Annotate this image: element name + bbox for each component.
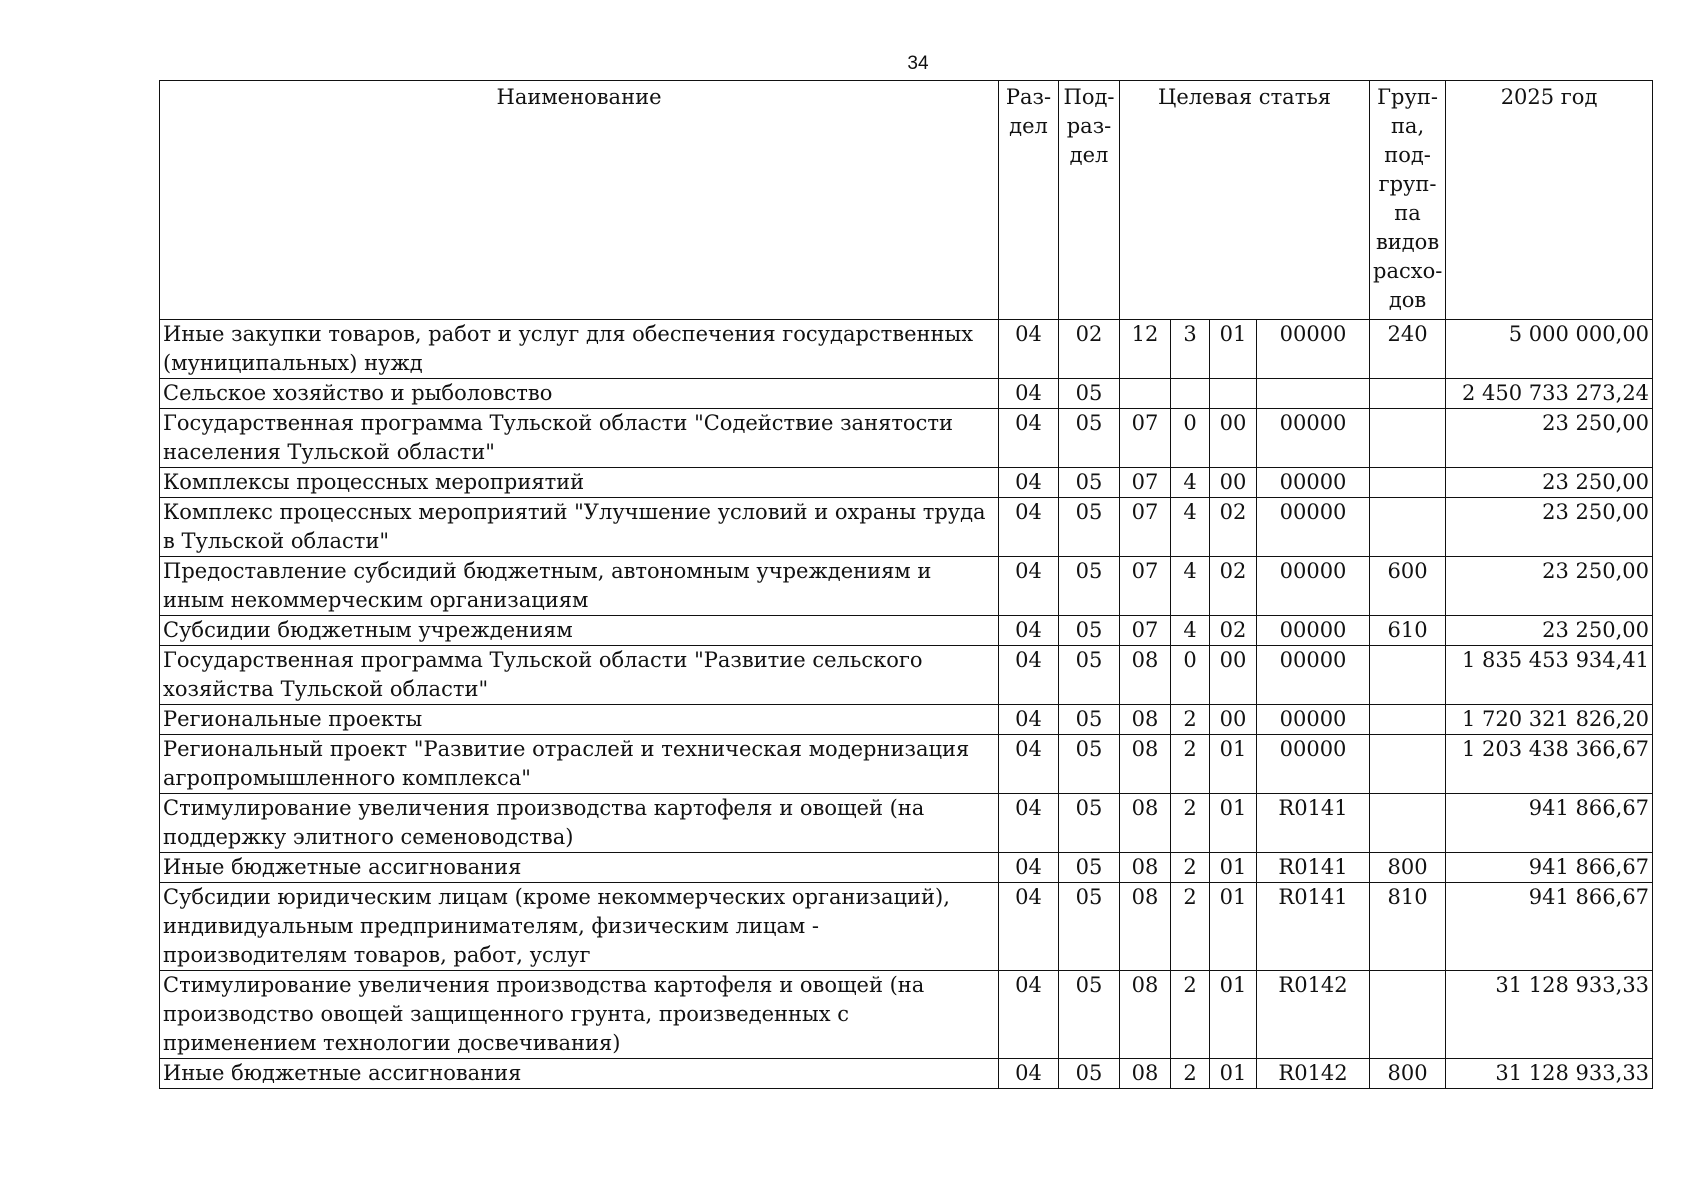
- row-target-element: 01: [1210, 320, 1257, 379]
- row-target-direction: 00000: [1257, 646, 1370, 705]
- row-podrazdel: 05: [1059, 409, 1120, 468]
- row-target-program: 08: [1120, 794, 1171, 853]
- row-target-direction: 00000: [1257, 498, 1370, 557]
- row-target-direction: 00000: [1257, 320, 1370, 379]
- row-podrazdel: 05: [1059, 735, 1120, 794]
- row-razdel: 04: [999, 616, 1059, 646]
- row-expense-group: 610: [1370, 616, 1446, 646]
- row-target-type: 4: [1171, 616, 1210, 646]
- row-amount: 23 250,00: [1446, 498, 1653, 557]
- row-target-type: 2: [1171, 794, 1210, 853]
- row-amount: 23 250,00: [1446, 557, 1653, 616]
- table-row: [160, 1059, 1653, 1089]
- row-expense-group: [1370, 379, 1446, 409]
- row-target-direction: R0141: [1257, 794, 1370, 853]
- row-podrazdel: 02: [1059, 320, 1120, 379]
- page-number: 34: [907, 53, 929, 74]
- table-row: [160, 853, 1653, 883]
- header-row: [160, 81, 1653, 320]
- row-target-program: 08: [1120, 1059, 1171, 1089]
- budget-table: [159, 80, 1653, 1089]
- row-amount: 5 000 000,00: [1446, 320, 1653, 379]
- row-podrazdel: 05: [1059, 468, 1120, 498]
- row-amount: 2 450 733 273,24: [1446, 379, 1653, 409]
- row-name: Государственная программа Тульской области "Содействие занятости населения Тульской области": [160, 409, 999, 468]
- row-razdel: 04: [999, 883, 1059, 971]
- row-target-type: 2: [1171, 1059, 1210, 1089]
- row-target-program: 07: [1120, 409, 1171, 468]
- row-target-program: 12: [1120, 320, 1171, 379]
- row-podrazdel: 05: [1059, 883, 1120, 971]
- row-target-direction: R0141: [1257, 883, 1370, 971]
- row-target-type: 0: [1171, 409, 1210, 468]
- row-name: Стимулирование увеличения производства картофеля и овощей (на производство овощей защищенного грунта, произведенных с применением технологии досвечивания): [160, 971, 999, 1059]
- row-expense-group: [1370, 468, 1446, 498]
- row-target-type: 2: [1171, 735, 1210, 794]
- row-target-element: 02: [1210, 557, 1257, 616]
- row-amount: 31 128 933,33: [1446, 1059, 1653, 1089]
- row-name: Региональный проект "Развитие отраслей и техническая модернизация агропромышленного комплекса": [160, 735, 999, 794]
- row-target-type: 4: [1171, 498, 1210, 557]
- row-amount: 941 866,67: [1446, 853, 1653, 883]
- row-name: Субсидии юридическим лицам (кроме некоммерческих организаций), индивидуальным предпринимателям, физическим лицам - производителям товаров, работ, услуг: [160, 883, 999, 971]
- row-amount: 941 866,67: [1446, 883, 1653, 971]
- row-podrazdel: 05: [1059, 616, 1120, 646]
- row-name: Комплекс процессных мероприятий "Улучшение условий и охраны труда в Тульской области": [160, 498, 999, 557]
- row-name: Субсидии бюджетным учреждениям: [160, 616, 999, 646]
- row-razdel: 04: [999, 1059, 1059, 1089]
- row-expense-group: [1370, 646, 1446, 705]
- row-target-direction: R0142: [1257, 971, 1370, 1059]
- table-row: [160, 794, 1653, 853]
- row-target-direction: 00000: [1257, 468, 1370, 498]
- row-podrazdel: 05: [1059, 498, 1120, 557]
- row-target-type: 2: [1171, 971, 1210, 1059]
- row-target-direction: 00000: [1257, 557, 1370, 616]
- row-name: Региональные проекты: [160, 705, 999, 735]
- row-target-program: [1120, 379, 1171, 409]
- row-target-program: 07: [1120, 557, 1171, 616]
- row-target-program: 08: [1120, 646, 1171, 705]
- row-amount: 31 128 933,33: [1446, 971, 1653, 1059]
- row-amount: 23 250,00: [1446, 409, 1653, 468]
- row-podrazdel: 05: [1059, 646, 1120, 705]
- row-target-element: 01: [1210, 1059, 1257, 1089]
- row-razdel: 04: [999, 794, 1059, 853]
- row-target-type: 0: [1171, 646, 1210, 705]
- row-target-program: 07: [1120, 498, 1171, 557]
- header-podrazdel: Под- раз- дел: [1059, 81, 1120, 320]
- row-expense-group: 240: [1370, 320, 1446, 379]
- row-target-element: 00: [1210, 409, 1257, 468]
- row-name: Государственная программа Тульской области "Развитие сельского хозяйства Тульской области": [160, 646, 999, 705]
- row-name: Иные закупки товаров, работ и услуг для обеспечения государственных (муниципальных) нужд: [160, 320, 999, 379]
- header-target-article: Целевая статья: [1120, 81, 1370, 320]
- row-amount: 23 250,00: [1446, 468, 1653, 498]
- row-target-direction: R0141: [1257, 853, 1370, 883]
- header-name: Наименование: [160, 81, 999, 320]
- table-row: [160, 646, 1653, 705]
- row-target-direction: 00000: [1257, 409, 1370, 468]
- row-name: Сельское хозяйство и рыболовство: [160, 379, 999, 409]
- row-name: Иные бюджетные ассигнования: [160, 1059, 999, 1089]
- row-target-program: 08: [1120, 705, 1171, 735]
- row-razdel: 04: [999, 379, 1059, 409]
- row-name: Иные бюджетные ассигнования: [160, 853, 999, 883]
- row-podrazdel: 05: [1059, 705, 1120, 735]
- row-target-program: 08: [1120, 883, 1171, 971]
- row-podrazdel: 05: [1059, 1059, 1120, 1089]
- row-expense-group: [1370, 409, 1446, 468]
- row-target-element: [1210, 379, 1257, 409]
- row-target-type: 4: [1171, 468, 1210, 498]
- row-target-element: 01: [1210, 735, 1257, 794]
- row-target-program: 08: [1120, 971, 1171, 1059]
- row-razdel: 04: [999, 557, 1059, 616]
- table-row: [160, 379, 1653, 409]
- header-year: 2025 год: [1446, 81, 1653, 320]
- table-row: [160, 409, 1653, 468]
- table-row: [160, 616, 1653, 646]
- row-target-element: 02: [1210, 498, 1257, 557]
- row-expense-group: [1370, 735, 1446, 794]
- row-podrazdel: 05: [1059, 557, 1120, 616]
- row-expense-group: [1370, 971, 1446, 1059]
- row-target-program: 08: [1120, 735, 1171, 794]
- header-razdel: Раз- дел: [999, 81, 1059, 320]
- row-target-program: 07: [1120, 468, 1171, 498]
- row-razdel: 04: [999, 468, 1059, 498]
- row-target-type: 4: [1171, 557, 1210, 616]
- row-name: Предоставление субсидий бюджетным, автономным учреждениям и иным некоммерческим организациям: [160, 557, 999, 616]
- table-row: [160, 557, 1653, 616]
- row-amount: 23 250,00: [1446, 616, 1653, 646]
- row-target-element: 01: [1210, 883, 1257, 971]
- row-amount: 941 866,67: [1446, 794, 1653, 853]
- row-name: Стимулирование увеличения производства картофеля и овощей (на поддержку элитного семеноводства): [160, 794, 999, 853]
- row-target-type: [1171, 379, 1210, 409]
- row-amount: 1 203 438 366,67: [1446, 735, 1653, 794]
- row-expense-group: 800: [1370, 853, 1446, 883]
- row-razdel: 04: [999, 646, 1059, 705]
- table-row: [160, 468, 1653, 498]
- row-target-element: 01: [1210, 853, 1257, 883]
- row-razdel: 04: [999, 409, 1059, 468]
- table-row: [160, 498, 1653, 557]
- row-amount: 1 835 453 934,41: [1446, 646, 1653, 705]
- row-target-type: 2: [1171, 705, 1210, 735]
- row-target-element: 01: [1210, 794, 1257, 853]
- header-expense-group: Груп- па, под- груп- па видов расхо- дов: [1370, 81, 1446, 320]
- row-podrazdel: 05: [1059, 379, 1120, 409]
- row-expense-group: [1370, 705, 1446, 735]
- row-expense-group: 600: [1370, 557, 1446, 616]
- row-razdel: 04: [999, 320, 1059, 379]
- row-razdel: 04: [999, 498, 1059, 557]
- row-target-element: 02: [1210, 616, 1257, 646]
- row-target-direction: 00000: [1257, 705, 1370, 735]
- row-razdel: 04: [999, 971, 1059, 1059]
- row-razdel: 04: [999, 853, 1059, 883]
- row-target-direction: 00000: [1257, 735, 1370, 794]
- table-row: [160, 883, 1653, 971]
- row-expense-group: [1370, 794, 1446, 853]
- row-name: Комплексы процессных мероприятий: [160, 468, 999, 498]
- row-target-element: 01: [1210, 971, 1257, 1059]
- table-row: [160, 971, 1653, 1059]
- row-podrazdel: 05: [1059, 853, 1120, 883]
- row-target-element: 00: [1210, 705, 1257, 735]
- row-target-type: 3: [1171, 320, 1210, 379]
- row-expense-group: 810: [1370, 883, 1446, 971]
- row-target-direction: R0142: [1257, 1059, 1370, 1089]
- table-row: [160, 735, 1653, 794]
- row-target-program: 08: [1120, 853, 1171, 883]
- table-body: [160, 320, 1653, 1089]
- row-podrazdel: 05: [1059, 971, 1120, 1059]
- row-podrazdel: 05: [1059, 794, 1120, 853]
- row-target-type: 2: [1171, 853, 1210, 883]
- row-target-type: 2: [1171, 883, 1210, 971]
- row-target-direction: [1257, 379, 1370, 409]
- row-amount: 1 720 321 826,20: [1446, 705, 1653, 735]
- row-razdel: 04: [999, 705, 1059, 735]
- row-target-program: 07: [1120, 616, 1171, 646]
- table-row: [160, 320, 1653, 379]
- row-target-element: 00: [1210, 468, 1257, 498]
- row-expense-group: [1370, 498, 1446, 557]
- table-row: [160, 705, 1653, 735]
- row-target-direction: 00000: [1257, 616, 1370, 646]
- row-expense-group: 800: [1370, 1059, 1446, 1089]
- row-target-element: 00: [1210, 646, 1257, 705]
- row-razdel: 04: [999, 735, 1059, 794]
